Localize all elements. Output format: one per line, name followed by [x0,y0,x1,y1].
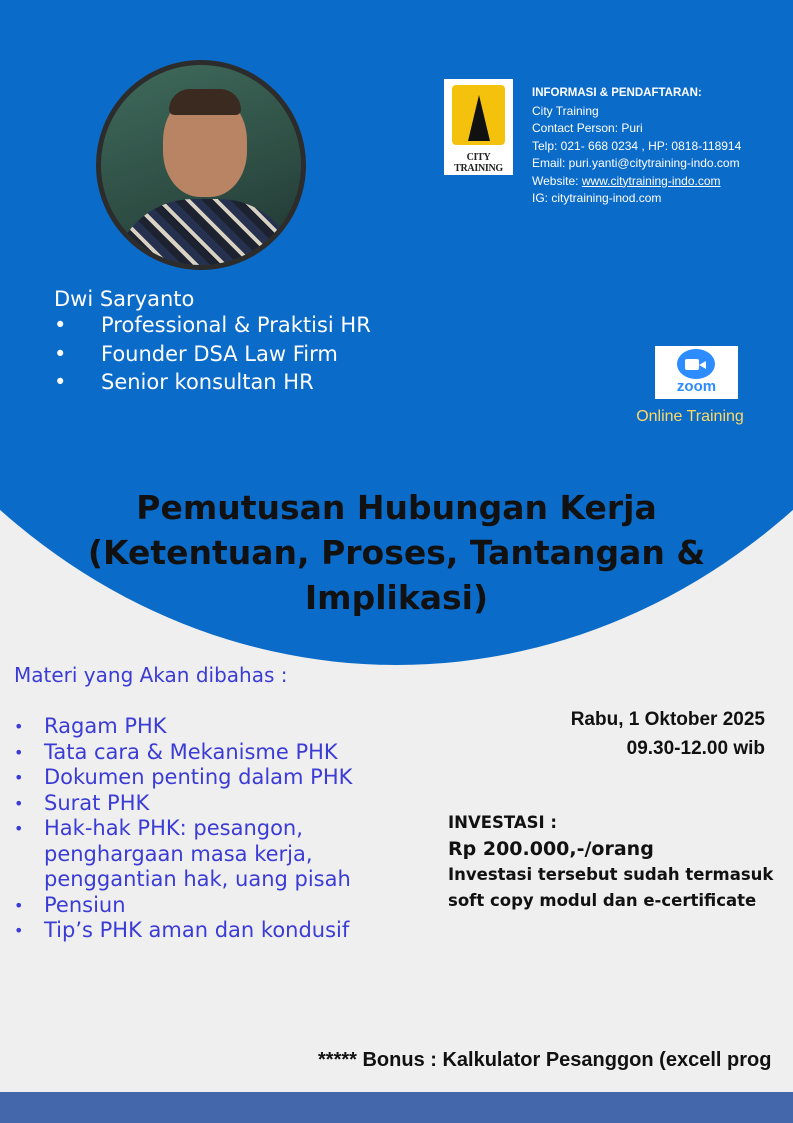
instagram-line: IG: citytraining-inod.com [532,191,662,205]
event-date: Rabu, 1 Oktober 2025 [570,709,765,730]
topic-item: • Surat PHK [14,791,384,817]
title-line: Implikasi) [304,578,489,617]
footer-bar [0,1092,793,1123]
title-line: Pemutusan Hubungan Kerja [136,488,657,527]
contact-info [532,85,741,208]
event-time: 09.30-12.00 wib [626,738,765,759]
investasi-note: soft copy modul dan e-certificate [448,891,757,910]
title-line: (Ketentuan, Proses, Tantangan & [87,533,706,572]
topic-item: • Ragam PHK [14,714,384,740]
topic-item: • Tata cara & Mekanisme PHK [14,740,384,766]
investasi-price: Rp 200.000,-/orang [448,838,654,860]
contact-heading: INFORMASI & PENDAFTARAN: [532,87,702,99]
topic-item: • Dokumen penting dalam PHK [14,765,384,791]
contact-line: Contact Person: Puri [532,121,643,135]
city-training-logo [444,79,513,175]
online-training-caption: Online Training [636,408,744,425]
logo-text: CITY TRAINING [454,152,503,174]
topic-list [14,714,384,944]
speaker-role: • Senior konsultan HR [54,368,371,397]
zoom-logo [655,346,738,399]
schedule [571,705,765,763]
website-link[interactable]: www.citytraining-indo.com [581,173,721,188]
speaker-name: Dwi Saryanto [54,287,195,311]
speaker-role: • Founder DSA Law Firm [54,340,371,369]
speaker-photo [96,60,306,270]
tower-icon [468,95,490,141]
website-line [532,173,741,191]
event-title [60,485,733,620]
materi-heading: Materi yang Akan dibahas : [14,663,288,687]
bonus-text: ***** Bonus : Kalkulator Pesanggon (excell prog [318,1049,772,1071]
speaker-info [54,287,371,397]
investasi-block [448,810,773,914]
website-label: Website: [532,173,582,188]
topic-item: • Tip’s PHK aman dan kondusif [14,918,384,944]
topic-item: • Hak-hak PHK: pesangon, penghargaan masa kerja, penggantian hak, uang pisah [14,816,384,893]
topic-item: • Pensiun [14,893,384,919]
contact-line: Email: puri.yanti@citytraining-indo.com [532,156,740,170]
investasi-heading: INVESTASI : [448,813,557,832]
speaker-role: • Professional & Praktisi HR [54,311,371,340]
contact-line: Telp: 021- 668 0234 , HP: 0818-118914 [532,138,742,153]
zoom-camera-icon [677,349,715,379]
speaker-roles [54,311,371,397]
zoom-text: zoom [676,378,717,395]
investasi-note: Investasi tersebut sudah termasuk [448,865,774,884]
contact-line: City Training [532,103,599,118]
